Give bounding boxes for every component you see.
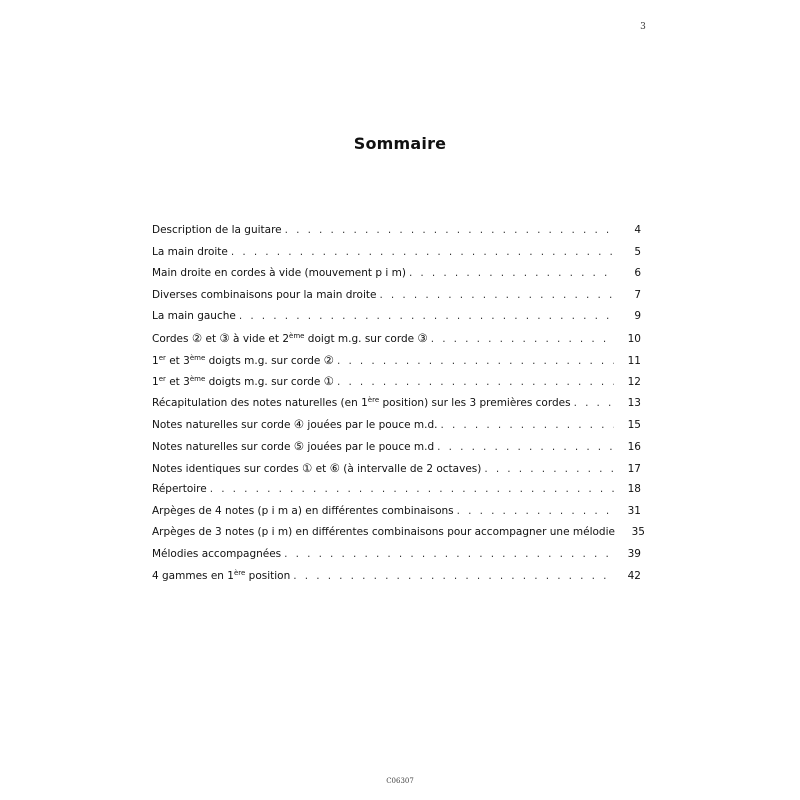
string-number-icon: ③ <box>219 330 230 345</box>
string-number-icon: ① <box>302 460 313 475</box>
toc-entry-text: doigt m.g. sur corde <box>304 332 418 345</box>
toc-entry <box>152 436 641 458</box>
toc-page-number: 13 <box>627 396 641 409</box>
toc-page-number: 39 <box>627 547 641 560</box>
toc-entry <box>152 522 645 544</box>
string-number-icon: ① <box>323 374 334 389</box>
toc-entry-text: Description de la guitare <box>152 224 282 236</box>
toc-entry-text: Notes identiques sur cordes <box>152 462 303 475</box>
string-number-icon: ④ <box>293 417 305 432</box>
toc-entry <box>152 479 641 501</box>
toc-entry-title <box>152 393 574 415</box>
dot-leader <box>484 459 614 481</box>
toc-page-number: 15 <box>627 419 641 432</box>
toc-page-number: 9 <box>634 310 641 323</box>
toc-entry <box>152 306 641 328</box>
toc-entry-title <box>152 371 337 394</box>
string-number-icon: ⑥ <box>329 460 340 475</box>
dot-leader <box>284 544 614 566</box>
toc-entry-text: Main droite en cordes à vide (mouvement p i m) <box>152 267 406 280</box>
toc-entry <box>152 220 641 242</box>
dot-leader <box>337 372 614 394</box>
toc-entry <box>152 350 641 372</box>
dot-leader <box>431 329 614 351</box>
string-number-icon: ② <box>191 330 203 345</box>
superscript-ordinal: ère <box>233 568 246 577</box>
toc-entry-title <box>152 436 437 459</box>
dot-leader <box>574 393 614 415</box>
toc-entry-text: Mélodies accompagnées <box>152 547 282 560</box>
dot-leader <box>409 263 614 285</box>
toc-entry-text: Cordes <box>152 332 192 345</box>
page-number: 3 <box>640 22 646 32</box>
toc-entry-text: Récapitulation des notes naturelles (en 1 <box>152 396 368 409</box>
toc-entry-title <box>152 458 484 481</box>
superscript-ordinal: er <box>158 353 166 362</box>
page-title: Sommaire <box>353 134 447 153</box>
toc-page-number: 12 <box>627 376 641 389</box>
toc-entry-text: 4 gammes en 1 <box>152 569 234 582</box>
dot-leader <box>231 242 614 264</box>
toc-entry <box>152 566 641 588</box>
dot-leader <box>293 566 614 588</box>
toc-entry-text: doigts m.g. sur corde <box>205 376 324 389</box>
toc-page-number: 17 <box>627 462 641 475</box>
toc-entry-title <box>152 566 293 588</box>
toc-entry-text: position) sur les 3 premières cordes <box>379 396 571 409</box>
toc-entry-text: et <box>312 462 330 475</box>
toc-page-number: 11 <box>627 354 641 367</box>
toc-entry <box>152 285 641 307</box>
toc-entry-text: jouées par le pouce m.d. <box>304 419 438 432</box>
toc-entry <box>152 242 641 264</box>
toc-entry-title <box>152 501 457 523</box>
toc-page-number: 10 <box>627 332 641 345</box>
superscript-ordinal: er <box>158 375 166 384</box>
toc-entry-title <box>152 544 284 566</box>
string-number-icon: ③ <box>417 330 428 345</box>
toc-entry-title <box>152 306 239 328</box>
toc-page-number: 4 <box>634 224 641 236</box>
superscript-ordinal: ème <box>189 353 206 362</box>
superscript-ordinal: ère <box>367 395 380 404</box>
toc-page-number: 5 <box>634 245 641 258</box>
toc-page-number: 31 <box>627 504 641 517</box>
toc-entry-text: La main gauche <box>152 310 236 323</box>
toc-entry-text: à vide et 2 <box>229 332 290 345</box>
toc-entry-text: jouées par le pouce m.d <box>304 440 435 453</box>
toc-page-number: 18 <box>627 483 641 496</box>
toc-entry <box>152 371 641 393</box>
toc-entry-text: Arpèges de 4 notes (p i m a) en différentes combinaisons <box>152 504 454 517</box>
toc-entry-title <box>152 220 285 242</box>
toc-entry-text: et 3 <box>165 376 190 389</box>
toc-entry <box>152 414 641 436</box>
toc-entry-text: Notes naturelles sur corde <box>152 419 294 432</box>
toc-entry-text: et <box>202 332 220 345</box>
toc-entry-title <box>152 242 231 264</box>
toc-entry <box>152 458 641 480</box>
toc-entry-text: Arpèges de 3 notes (p i m) en différentes combinaisons pour accompagner une mélodie <box>152 526 615 539</box>
toc-entry-text: Diverses combinaisons pour la main droite <box>152 288 377 301</box>
dot-leader <box>437 437 614 459</box>
dot-leader <box>239 306 614 328</box>
string-number-icon: ② <box>323 352 334 367</box>
toc-entry <box>152 328 641 350</box>
footer-code: C06307 <box>386 777 414 785</box>
toc-entry-title <box>152 479 210 501</box>
toc-entry-text: Notes naturelles sur corde <box>152 440 294 453</box>
toc-page-number: 16 <box>627 440 641 453</box>
toc-entry-text: position <box>245 569 291 582</box>
toc-entry <box>152 393 641 415</box>
toc-page-number: 35 <box>631 526 645 539</box>
toc-entry-text: 1 <box>152 376 159 389</box>
toc-entry-title <box>152 350 337 373</box>
dot-leader <box>457 501 614 523</box>
toc-entry-title <box>152 263 409 285</box>
toc-entry-text: Répertoire <box>152 483 207 496</box>
toc-entry-text: 1 <box>152 354 159 367</box>
dot-leader <box>210 479 614 501</box>
toc-entry <box>152 501 641 523</box>
dot-leader <box>337 351 614 373</box>
toc-entry-text: (à intervalle de 2 octaves) <box>339 462 482 475</box>
toc-entry-title <box>152 522 618 544</box>
toc-page-number: 42 <box>627 569 641 582</box>
dot-leader <box>440 415 614 437</box>
superscript-ordinal: ème <box>189 375 206 384</box>
dot-leader <box>379 285 614 307</box>
toc-entry-title <box>152 328 431 351</box>
toc-entry <box>152 544 641 566</box>
table-of-contents <box>152 220 645 587</box>
toc-entry-text: doigts m.g. sur corde <box>205 354 324 367</box>
string-number-icon: ⑤ <box>293 438 305 453</box>
toc-entry-title <box>152 285 379 307</box>
toc-page-number: 6 <box>634 267 641 280</box>
toc-entry-text: La main droite <box>152 245 228 258</box>
toc-entry <box>152 263 641 285</box>
toc-entry-title <box>152 414 440 437</box>
toc-page-number: 7 <box>634 288 641 301</box>
dot-leader <box>285 220 614 242</box>
toc-entry-text: et 3 <box>165 354 190 367</box>
superscript-ordinal: ème <box>289 331 305 340</box>
